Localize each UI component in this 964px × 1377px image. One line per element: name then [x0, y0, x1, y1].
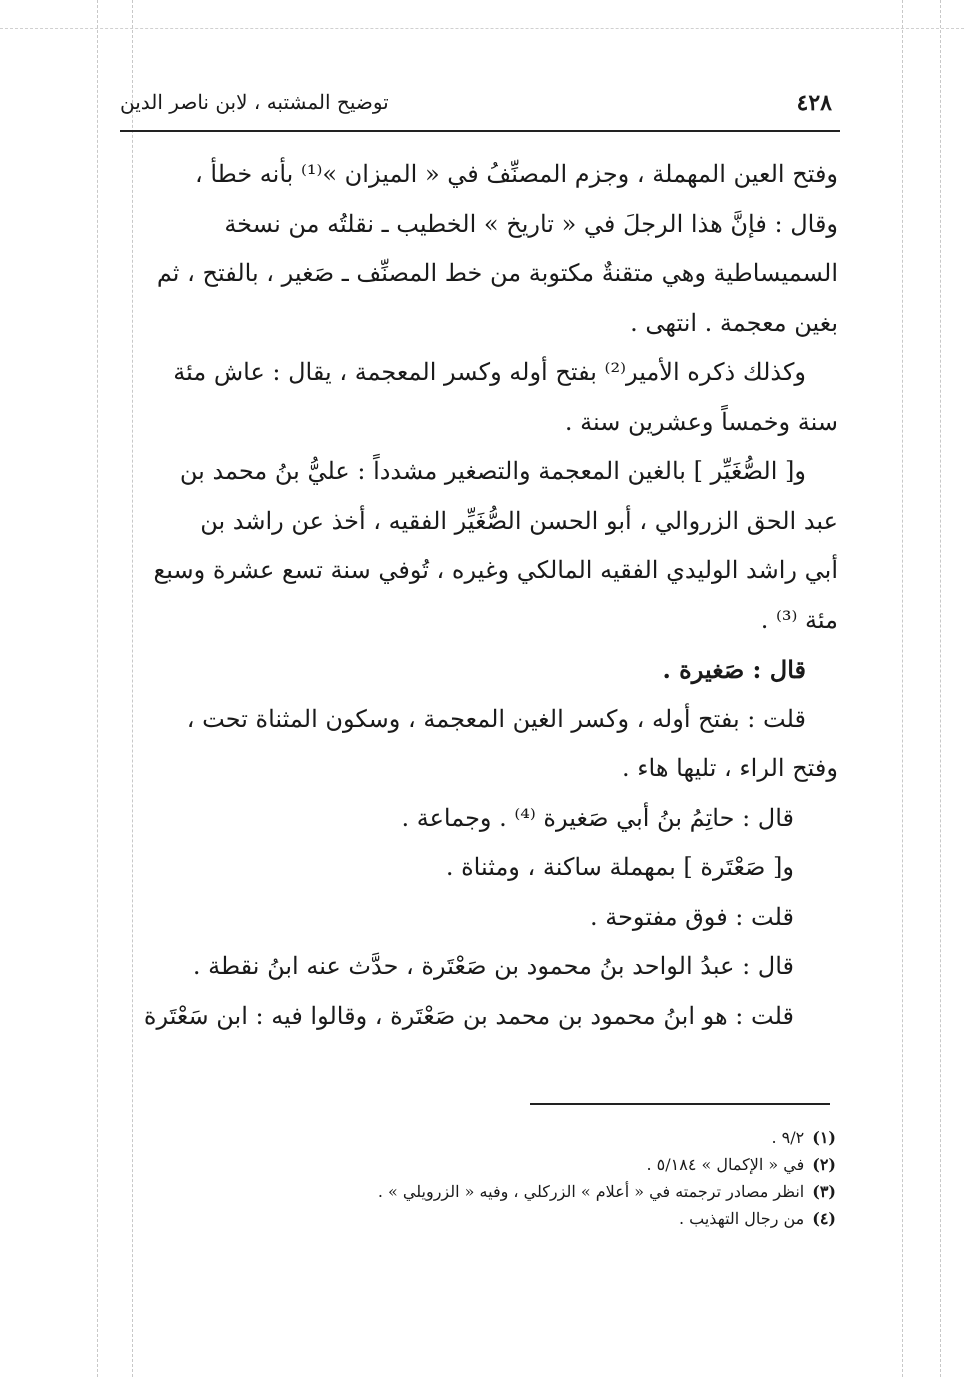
text-line: قال : عبدُ الواحد بنُ محمود بن صَعْتَرة ، حدَّث عنه ابنُ نقطة .	[192, 952, 794, 980]
footnote-text: انظر مصادر ترجمته في « أعلام » الزركلي ، وفيه « الزرويلي » .	[377, 1182, 805, 1201]
footnote	[200, 1178, 836, 1205]
footnote-number: (١)	[812, 1128, 836, 1147]
footnote-number: (٢)	[812, 1155, 836, 1174]
text-line: وقال : فإنَّ هذا الرجلَ في « تاريخ » الخطيب ـ نقلتُه من نسخة	[224, 209, 838, 238]
text-line: قال : صَغيرة .	[662, 655, 806, 684]
footnote-number: (٤)	[812, 1209, 836, 1228]
footnote-text: في « الإكمال » ٥/١٨٤ .	[646, 1155, 805, 1174]
scan-guide-right	[902, 0, 903, 1377]
text-line: بغين معجمة . انتهى .	[630, 308, 838, 337]
scan-guide-left	[97, 0, 98, 1377]
text-line: سنة وخمساً وعشرين سنة .	[564, 407, 838, 436]
text-line: قلت : فوق مفتوحة .	[589, 902, 794, 931]
footnote-rule	[530, 1103, 830, 1105]
footnote	[200, 1151, 836, 1178]
text-line: قلت : بفتح أوله ، وكسر الغين المعجمة ، وسكون المثناة تحت ،	[186, 704, 806, 733]
text-line: السميساطية وهي متقنةٌ مكتوبة من خط المصنِّف ـ صَغير ، بالفتح ، ثم	[156, 259, 838, 287]
text-line: وكذلك ذكره الأمير⁽²⁾ بفتح أوله وكسر المعجمة ، يقال : عاش مئة	[173, 358, 806, 386]
running-title: توضيح المشتبه ، لابن ناصر الدين	[120, 90, 389, 114]
footnote-text: من رجال التهذيب .	[678, 1209, 805, 1228]
text-line: عبد الحق الزروالي ، أبو الحسن الصُّغَيِّر الفقيه ، أخذ عن راشد بن	[200, 506, 838, 535]
scan-guide-top	[0, 28, 964, 29]
text-line: و[ الصُّغَيِّر ] بالغين المعجمة والتصغير مشدداً : عليُّ بنُ محمد بن	[179, 457, 806, 485]
text-line: و[ صَعْتَرة ] بمهملة ساكنة ، ومثناة .	[445, 853, 794, 881]
text-line: وفتح الراء ، تليها هاء .	[622, 754, 838, 782]
header-rule	[120, 130, 840, 132]
text-line: قلت : هو ابنُ محمود بن محمد بن صَعْتَرة ، وقالوا فيه : ابن سَعْتَرة	[143, 1001, 794, 1030]
text-line: قال : حاتِمُ بنُ أبي صَغيرة ⁽⁴⁾ . وجماعة .	[401, 803, 794, 832]
page-header	[120, 84, 840, 124]
text-line: وفتح العين المهملة ، وجزم المصنِّفُ في « الميزان »⁽¹⁾ بأنه خطأ ،	[194, 160, 838, 188]
footnote-text: ٩/٢ .	[771, 1128, 805, 1147]
text-line: مئة ⁽³⁾ .	[760, 605, 838, 634]
text-line: أبي راشد الوليدي الفقيه المالكي وغيره ، تُوفي سنة تسع عشرة وسبع	[153, 556, 838, 584]
footnotes	[200, 1124, 836, 1232]
footnote-number: (٣)	[812, 1182, 836, 1201]
page-number: ٤٢٨	[796, 90, 832, 116]
footnote	[200, 1205, 836, 1232]
footnote	[200, 1124, 836, 1151]
main-text	[128, 150, 838, 1041]
scan-guide-right-outer	[940, 0, 941, 1377]
